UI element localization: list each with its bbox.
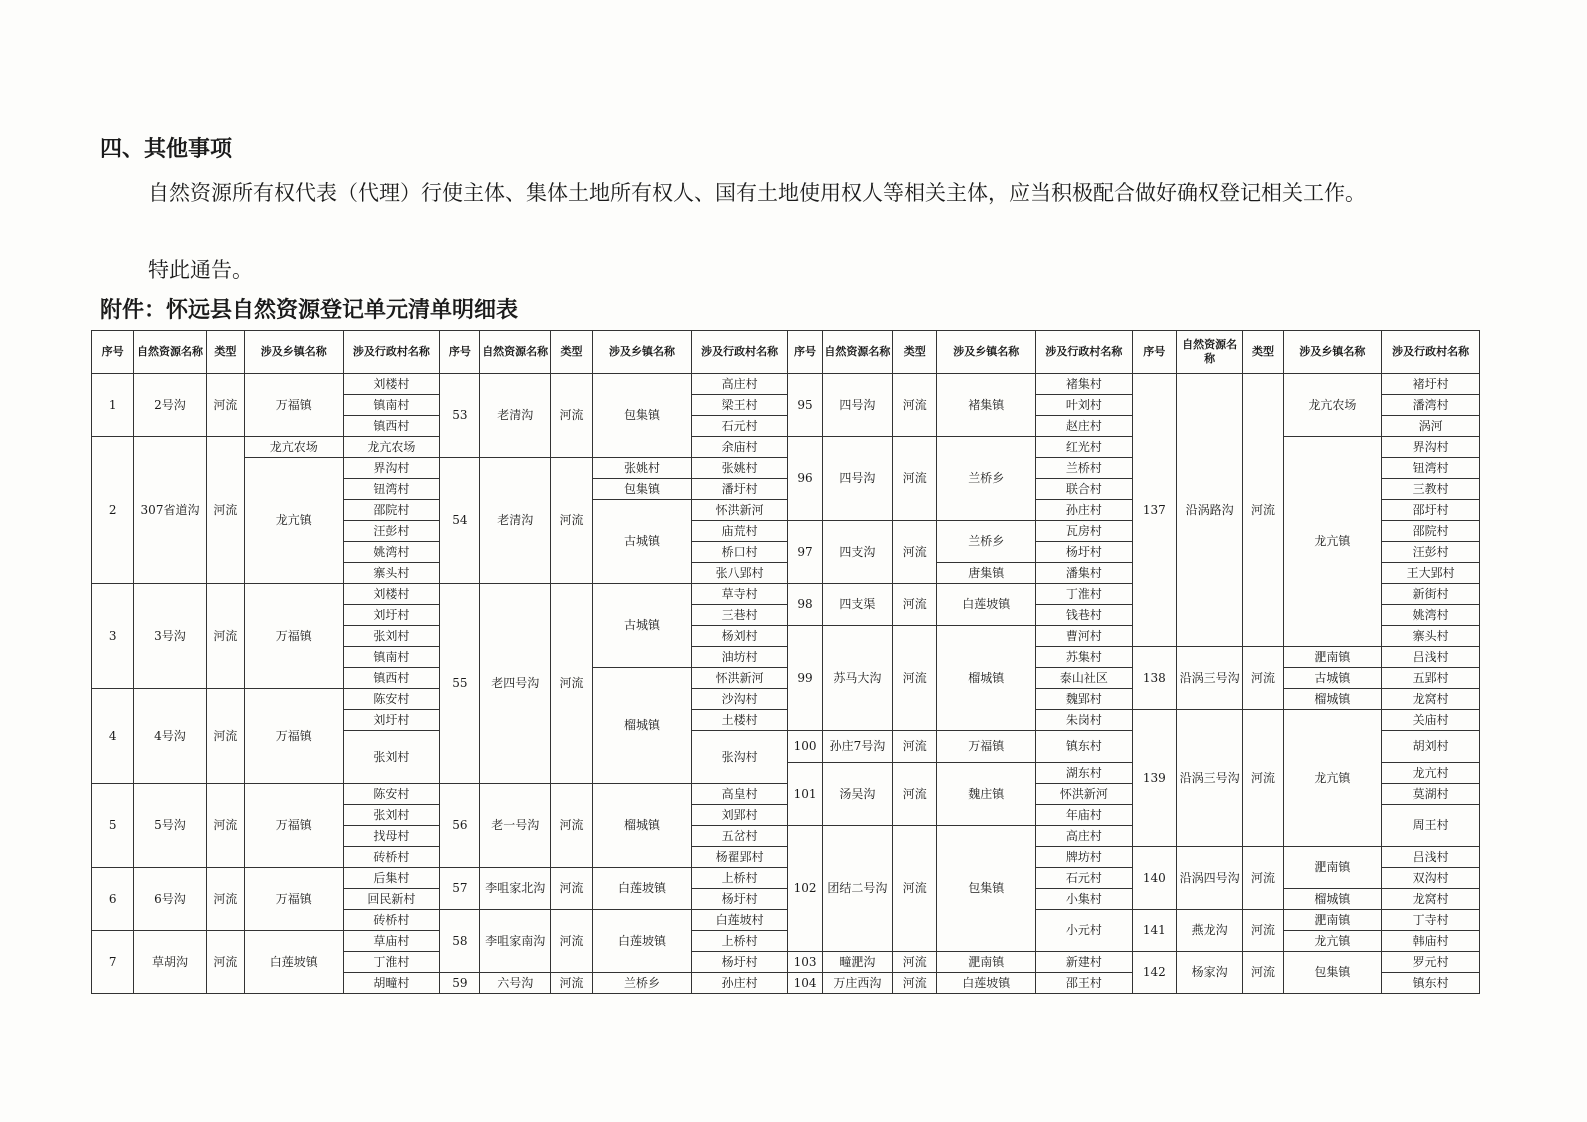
seq-cell: 98 [788,584,822,626]
column-header: 序号 [788,331,822,374]
village-cell: 钮湾村 [343,479,440,500]
village-cell: 潘圩村 [691,479,788,500]
town-cell: 兰桥乡 [937,437,1036,521]
seq-cell: 7 [92,931,134,994]
village-cell: 瓦房村 [1036,521,1133,542]
village-cell: 小元村 [1036,910,1133,952]
resource-name-cell: 沿涡三号沟 [1176,710,1242,847]
resource-name-cell: 四号沟 [822,374,892,437]
town-cell: 淝南镇 [1283,847,1382,889]
village-cell: 寨头村 [1382,626,1480,647]
village-cell: 涡河 [1382,416,1480,437]
town-cell: 龙亢镇 [1283,437,1382,647]
town-cell: 兰桥乡 [937,521,1036,563]
resource-name-cell: 团结二号沟 [822,826,892,952]
town-cell: 榴城镇 [1283,889,1382,910]
seq-cell: 137 [1132,374,1176,647]
village-cell: 杨圩村 [1036,542,1133,563]
village-cell: 赵庄村 [1036,416,1133,437]
village-cell: 怀洪新河 [691,668,788,689]
town-cell: 古城镇 [1283,668,1382,689]
column-header: 涉及乡镇名称 [593,331,692,374]
resource-name-cell: 四支沟 [822,521,892,584]
resource-name-cell: 老清沟 [480,458,550,584]
village-cell: 杨翟郢村 [691,847,788,868]
resource-name-cell: 万庄西沟 [822,973,892,994]
type-cell: 河流 [550,868,592,910]
village-cell: 砖桥村 [343,847,440,868]
village-cell: 镇南村 [343,647,440,668]
type-cell: 河流 [206,689,244,784]
village-cell: 孙庄村 [1036,500,1133,521]
town-cell: 白莲坡镇 [937,584,1036,626]
village-cell: 泰山社区 [1036,668,1133,689]
town-cell: 龙亢农场 [1283,374,1382,437]
village-cell: 龙窝村 [1382,889,1480,910]
seq-cell: 96 [788,437,822,521]
resource-name-cell: 3号沟 [134,584,206,689]
town-cell: 万福镇 [244,584,343,689]
seq-cell: 2 [92,437,134,584]
registration-table [91,330,1480,994]
town-cell: 包集镇 [1283,952,1382,994]
town-cell: 兰桥乡 [593,973,692,994]
village-cell: 邵圩村 [1382,500,1480,521]
seq-cell: 101 [788,763,822,826]
village-cell: 魏郢村 [1036,689,1133,710]
village-cell: 牌坊村 [1036,847,1133,868]
seq-cell: 141 [1132,910,1176,952]
town-cell: 榴城镇 [593,784,692,868]
village-cell: 潘集村 [1036,563,1133,584]
type-cell: 河流 [1243,847,1283,910]
type-cell: 河流 [550,973,592,994]
village-cell: 张刘村 [343,731,440,784]
village-cell: 沙沟村 [691,689,788,710]
village-cell: 胡疃村 [343,973,440,994]
type-cell: 河流 [893,374,937,437]
town-cell: 白莲坡镇 [593,868,692,910]
village-cell: 吕浅村 [1382,647,1480,668]
village-cell: 镇西村 [343,416,440,437]
village-cell: 草庙村 [343,931,440,952]
town-cell: 万福镇 [937,731,1036,763]
resource-name-cell: 4号沟 [134,689,206,784]
town-cell: 包集镇 [593,374,692,458]
village-cell: 桥口村 [691,542,788,563]
village-cell: 后集村 [343,868,440,889]
type-cell: 河流 [893,521,937,584]
seq-cell: 53 [440,374,480,458]
type-cell: 河流 [893,584,937,626]
village-cell: 镇南村 [343,395,440,416]
seq-cell: 140 [1132,847,1176,910]
town-cell: 白莲坡镇 [244,931,343,994]
type-cell: 河流 [206,868,244,931]
village-cell: 韩庙村 [1382,931,1480,952]
village-cell: 龙亢农场 [343,437,440,458]
seq-cell: 57 [440,868,480,910]
village-cell: 高皇村 [691,784,788,805]
town-cell: 龙亢镇 [1283,931,1382,952]
village-cell: 小集村 [1036,889,1133,910]
seq-cell: 99 [788,626,822,731]
type-cell: 河流 [1243,710,1283,847]
village-cell: 丁寺村 [1382,910,1480,931]
type-cell: 河流 [206,784,244,868]
type-cell: 河流 [893,731,937,763]
town-cell: 万福镇 [244,374,343,437]
column-header: 涉及行政村名称 [343,331,440,374]
table-row [92,374,1480,395]
village-cell: 胡刘村 [1382,731,1480,763]
type-cell: 河流 [550,584,592,784]
type-cell: 河流 [550,784,592,868]
seq-cell: 139 [1132,710,1176,847]
town-cell: 古城镇 [593,500,692,584]
village-cell: 刘楼村 [343,374,440,395]
resource-name-cell: 老清沟 [480,374,550,458]
table-header-row [92,331,1480,374]
village-cell: 刘郢村 [691,805,788,826]
village-cell: 杨刘村 [691,626,788,647]
village-cell: 回民新村 [343,889,440,910]
type-cell: 河流 [893,626,937,731]
village-cell: 张姚村 [691,458,788,479]
seq-cell: 56 [440,784,480,868]
village-cell: 关庙村 [1382,710,1480,731]
village-cell: 界沟村 [1382,437,1480,458]
village-cell: 双沟村 [1382,868,1480,889]
village-cell: 年庙村 [1036,805,1133,826]
type-cell: 河流 [893,973,937,994]
type-cell: 河流 [1243,952,1283,994]
seq-cell: 55 [440,584,480,784]
town-cell: 张姚村 [593,458,692,479]
village-cell: 寨头村 [343,563,440,584]
village-cell: 曹河村 [1036,626,1133,647]
seq-cell: 58 [440,910,480,973]
village-cell: 新建村 [1036,952,1133,973]
town-cell: 白莲坡镇 [593,910,692,973]
seq-cell: 142 [1132,952,1176,994]
village-cell: 陈安村 [343,784,440,805]
town-cell: 榴城镇 [937,626,1036,731]
resource-name-cell: 307省道沟 [134,437,206,584]
town-cell: 古城镇 [593,584,692,668]
notice-paragraph: 自然资源所有权代表（代理）行使主体、集体土地所有权人、国有土地使用权人等相关主体，应当积极配合做好确权登记相关工作。 [148,181,1366,205]
column-header: 类型 [550,331,592,374]
village-cell: 张刘村 [343,626,440,647]
type-cell: 河流 [550,458,592,584]
village-cell: 石元村 [1036,868,1133,889]
column-header: 涉及乡镇名称 [937,331,1036,374]
village-cell: 吕浅村 [1382,847,1480,868]
town-cell: 淝南镇 [1283,910,1382,931]
village-cell: 杨圩村 [691,889,788,910]
village-cell: 邵院村 [343,500,440,521]
seq-cell: 138 [1132,647,1176,710]
village-cell: 莫湖村 [1382,784,1480,805]
attachment-title: 附件：怀远县自然资源登记单元清单明细表 [100,298,519,323]
column-header: 类型 [1243,331,1283,374]
village-cell: 钱巷村 [1036,605,1133,626]
resource-name-cell: 六号沟 [480,973,550,994]
type-cell: 河流 [206,437,244,584]
column-header: 自然资源名称 [1176,331,1242,374]
village-cell: 罗元村 [1382,952,1480,973]
town-cell: 唐集镇 [937,563,1036,584]
column-header: 序号 [1132,331,1176,374]
village-cell: 余庙村 [691,437,788,458]
village-cell: 草寺村 [691,584,788,605]
village-cell: 邵院村 [1382,521,1480,542]
seq-cell: 4 [92,689,134,784]
town-cell: 包集镇 [937,826,1036,952]
resource-name-cell: 李咀家南沟 [480,910,550,973]
column-header: 类型 [893,331,937,374]
type-cell: 河流 [893,826,937,952]
town-cell: 龙亢镇 [244,458,343,584]
town-cell: 万福镇 [244,689,343,784]
column-header: 自然资源名称 [480,331,550,374]
type-cell: 河流 [550,374,592,458]
resource-name-cell: 汤吴沟 [822,763,892,826]
resource-name-cell: 燕龙沟 [1176,910,1242,952]
village-cell: 潘湾村 [1382,395,1480,416]
village-cell: 联合村 [1036,479,1133,500]
village-cell: 刘楼村 [343,584,440,605]
column-header: 涉及行政村名称 [691,331,788,374]
village-cell: 褚圩村 [1382,374,1480,395]
village-cell: 苏集村 [1036,647,1133,668]
village-cell: 张沟村 [691,731,788,784]
town-cell: 白莲坡镇 [937,973,1036,994]
village-cell: 龙亢村 [1382,763,1480,784]
seq-cell: 59 [440,973,480,994]
column-header: 涉及行政村名称 [1036,331,1133,374]
village-cell: 石元村 [691,416,788,437]
village-cell: 张刘村 [343,805,440,826]
resource-name-cell: 四支渠 [822,584,892,626]
town-cell: 褚集镇 [937,374,1036,437]
column-header: 自然资源名称 [822,331,892,374]
village-cell: 怀洪新河 [691,500,788,521]
type-cell: 河流 [206,374,244,437]
village-cell: 褚集村 [1036,374,1133,395]
village-cell: 钮湾村 [1382,458,1480,479]
seq-cell: 1 [92,374,134,437]
resource-name-cell: 李咀家北沟 [480,868,550,910]
village-cell: 庙荒村 [691,521,788,542]
village-cell: 姚湾村 [343,542,440,563]
village-cell: 上桥村 [691,931,788,952]
resource-name-cell: 苏马大沟 [822,626,892,731]
type-cell: 河流 [1243,374,1283,647]
village-cell: 刘圩村 [343,605,440,626]
column-header: 涉及乡镇名称 [1283,331,1382,374]
resource-name-cell: 疃淝沟 [822,952,892,973]
seq-cell: 95 [788,374,822,437]
village-cell: 怀洪新河 [1036,784,1133,805]
resource-name-cell: 杨家沟 [1176,952,1242,994]
village-cell: 汪彭村 [1382,542,1480,563]
column-header: 序号 [440,331,480,374]
village-cell: 新街村 [1382,584,1480,605]
village-cell: 红光村 [1036,437,1133,458]
village-cell: 三教村 [1382,479,1480,500]
closing-line: 特此通告。 [148,258,253,282]
village-cell: 梁王村 [691,395,788,416]
town-cell: 淝南镇 [1283,647,1382,668]
town-cell: 榴城镇 [593,668,692,784]
resource-name-cell: 老四号沟 [480,584,550,784]
village-cell: 砖桥村 [343,910,440,931]
town-cell: 包集镇 [593,479,692,500]
village-cell: 朱岗村 [1036,710,1133,731]
village-cell: 五岔村 [691,826,788,847]
village-cell: 五郢村 [1382,668,1480,689]
village-cell: 镇东村 [1036,731,1133,763]
village-cell: 陈安村 [343,689,440,710]
town-cell: 魏庄镇 [937,763,1036,826]
village-cell: 镇西村 [343,668,440,689]
village-cell: 湖东村 [1036,763,1133,784]
seq-cell: 104 [788,973,822,994]
resource-name-cell: 沿涡路沟 [1176,374,1242,647]
village-cell: 邵王村 [1036,973,1133,994]
village-cell: 杨圩村 [691,952,788,973]
column-header: 序号 [92,331,134,374]
village-cell: 上桥村 [691,868,788,889]
village-cell: 高庄村 [691,374,788,395]
resource-name-cell: 孙庄7号沟 [822,731,892,763]
resource-name-cell: 2号沟 [134,374,206,437]
village-cell: 王大郢村 [1382,563,1480,584]
column-header: 涉及乡镇名称 [244,331,343,374]
village-cell: 丁淮村 [343,952,440,973]
town-cell: 龙亢镇 [1283,710,1382,847]
resource-name-cell: 5号沟 [134,784,206,868]
village-cell: 油坊村 [691,647,788,668]
village-cell: 界沟村 [343,458,440,479]
resource-name-cell: 沿涡三号沟 [1176,647,1242,710]
village-cell: 丁淮村 [1036,584,1133,605]
resource-name-cell: 6号沟 [134,868,206,931]
seq-cell: 54 [440,458,480,584]
seq-cell: 97 [788,521,822,584]
column-header: 自然资源名称 [134,331,206,374]
village-cell: 镇东村 [1382,973,1480,994]
village-cell: 白莲坡村 [691,910,788,931]
resource-name-cell: 四号沟 [822,437,892,521]
type-cell: 河流 [1243,647,1283,710]
village-cell: 汪彭村 [343,521,440,542]
column-header: 涉及行政村名称 [1382,331,1480,374]
resource-name-cell: 草胡沟 [134,931,206,994]
village-cell: 张八郢村 [691,563,788,584]
seq-cell: 102 [788,826,822,952]
seq-cell: 5 [92,784,134,868]
type-cell: 河流 [893,952,937,973]
village-cell: 兰桥村 [1036,458,1133,479]
village-cell: 孙庄村 [691,973,788,994]
village-cell: 高庄村 [1036,826,1133,847]
seq-cell: 6 [92,868,134,931]
seq-cell: 3 [92,584,134,689]
village-cell: 叶刘村 [1036,395,1133,416]
type-cell: 河流 [893,437,937,521]
town-cell: 淝南镇 [937,952,1036,973]
village-cell: 找母村 [343,826,440,847]
type-cell: 河流 [550,910,592,973]
village-cell: 姚湾村 [1382,605,1480,626]
town-cell: 万福镇 [244,868,343,931]
village-cell: 周王村 [1382,805,1480,847]
type-cell: 河流 [893,763,937,826]
seq-cell: 100 [788,731,822,763]
type-cell: 河流 [206,931,244,994]
type-cell: 河流 [1243,910,1283,952]
town-cell: 万福镇 [244,784,343,868]
town-cell: 龙亢农场 [244,437,343,458]
type-cell: 河流 [206,584,244,689]
resource-name-cell: 老一号沟 [480,784,550,868]
section-title: 四、其他事项 [100,137,233,162]
village-cell: 土楼村 [691,710,788,731]
village-cell: 刘圩村 [343,710,440,731]
town-cell: 榴城镇 [1283,689,1382,710]
seq-cell: 103 [788,952,822,973]
column-header: 类型 [206,331,244,374]
village-cell: 三巷村 [691,605,788,626]
village-cell: 龙窝村 [1382,689,1480,710]
resource-name-cell: 沿涡四号沟 [1176,847,1242,910]
